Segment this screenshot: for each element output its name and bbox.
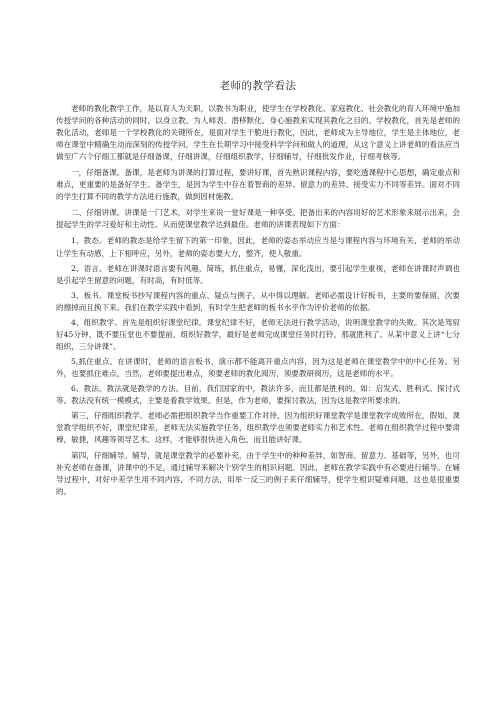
paragraph-blackboard: 3、板书。课堂板书抄写课程内容的重点、疑点与例子，从中得以理解。老师必需设计好板书，主要的要保留，次要的擦掉而且换下来。我们在教学实践中看到，有时学生把老师的板书水平作为评价老师的依据。 bbox=[56, 290, 460, 312]
paragraph-lecturing: 二、仔细讲课。讲课是一门艺术，对学生来说一堂好课是一种享受。把备出来的内容用好的艺术形象来展示出来，会提起学生的学习爱好和主动性。从而使课堂教学达到最佳。老师的讲课表现如下方面： bbox=[56, 208, 460, 230]
paragraph-methods: 6、教法。教法就是教学的方法。目前，我们国家的中，教法许多，而且都是胜利的。如：启发式、胜利式、探讨式等。教法没有统一模模式，主要是看教学效果。但是，作为老师，要探讨教法，因为这是教学所要求的。 bbox=[56, 383, 460, 406]
paragraph-key-points: 5,抓住重点。在讲课时，老师的语言板书，演示都不能离开重点内容，因为这是老师在课堂教学中的中心任务。另外，也要抓住难点，当然，老师要提出难点，须要老师的教化阅历，须要教研阅历，这是老师的水平。 bbox=[56, 356, 460, 378]
paragraph-class-organization: 第三，仔细组织教学。老师必需把组织教学当作重要工作对待，因为组织好课堂教学是课堂教学成败所在，假如，课堂教学组织不好，课堂纪律差，老师无法实施教学任务，组织教学也须要老师实力和艺术性。老师在组织教学过程中要肃穆，敏捷，风趣等领导艺术。这样，才能够很快进入角色，而且能讲好课。 bbox=[56, 411, 460, 445]
paragraph-intro: 老师的教化教学工作，是以育人为天职，以教书为职业，使学生在学校教化、家庭教化、社会教化的育人环境中施加传授学问的各种活动的同时，以身立教、为人师表、潜移默化、身心施教来实现其教化之目的。学校教化，首先是老师的教化活动，老师是一个学校教化的关键所在，是面对学生干脆进行教化，因此，老师成为主导地位，学生是主体地位，老师在课堂中精确生动而深刻的传授学问，学生在长期学习中接受科学学问和做人的道理，从这个意义上讲老师的看法应当做至广六个仔细工都就是仔细备课，仔细讲课，仔细组织教学，仔细辅导，仔细批发作业，仔细考核等。 bbox=[56, 104, 460, 162]
page-title: 老师的教学看法 bbox=[219, 80, 297, 92]
paragraph-language: 2、语言。老师在讲课时语言要有风趣，简练，抓住重点，易懂，深化浅出，要引起学生重视，老师在讲课时声调也是引起学生留意的问题，有时高，有时低等。 bbox=[56, 263, 460, 285]
paragraph-tutoring: 第四，仔细辅导。辅导，就是课堂教学的必要补充，由于学生中的种种差异，如智商、留意力、基础等，另外，也可补充老师在备课，讲课中的不足，通过辅导来解决个别学生的相识问题。因此，老师在教学实践中有必要进行辅导。在辅导过程中，对好中差学生用不同内容，不同方法，用举一反三的例子来仔细辅导，使学生相识疑难问题，这也是很重要的。 bbox=[56, 451, 460, 497]
paragraph-organization: 4、组织教学。首先是组织好课堂纪律。课堂纪律不好，老师无法进行教学活动，说明课堂教学的失败。其次是驾驭好45分钟，既不要压堂也不要提前，组织好教学，最好是老师完成课堂任务时打铃，那就胜利了。从某中意义上讲“七分组织，三分讲课”。 bbox=[56, 317, 460, 351]
paragraph-preparation: 一，仔细备课。备课，是老师为讲课的打算过程，要讲好课，首先熟识课程内容，要吃透课程中心思想，确定重点和难点，更重要的是备好学生。备学生，是因为学生中存在着智商的差异、留意力的差异、接受实力不同等差异。面对不同的学生打算不同的教学方法进行施教，做到因材施教。 bbox=[56, 168, 460, 202]
paragraph-demeanor: 1、教态。老师的教态是给学生留下的第一印象，因此，老师的姿态举动应当是与课程内容与环境有关，老师的举动让学生有动感，上下相呼应，另外，老师的姿态要大方，整齐，使人敬重。 bbox=[56, 236, 460, 258]
